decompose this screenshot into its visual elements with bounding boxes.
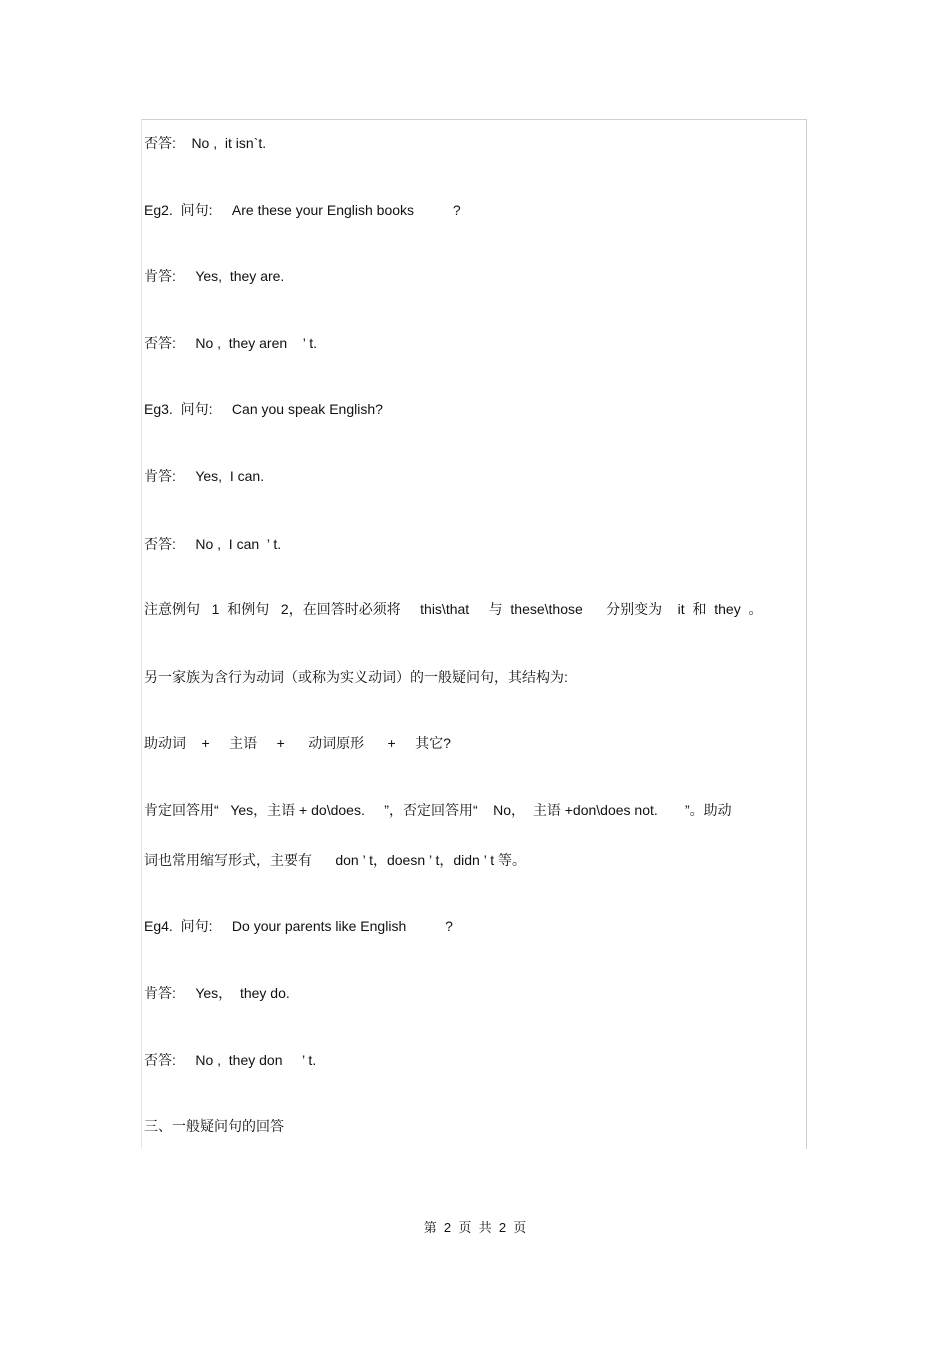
page-number-footer: 第 2 页 共 2 页 — [423, 1220, 527, 1235]
line-9-family-intro: 另一家族为含行为动词（或称为实义动词）的一般疑问句，其结构为: — [144, 669, 568, 685]
line-11-answer-rule: 肯定回答用“ Yes，主语 + do\does. ”，否定回答用“ No， 主语 +don\does not. ”。助动 — [144, 802, 732, 818]
line-1-negative-answer: 否答: No , it isn`t. — [144, 135, 267, 151]
line-14-positive-answer: 肯答: Yes， they do. — [144, 985, 290, 1001]
line-6-positive-answer: 肯答: Yes, I can. — [144, 468, 265, 484]
line-8-note: 注意例句 1 和例句 2，在回答时必须将 this\that 与 these\those 分别变为 it 和 they 。 — [144, 601, 763, 617]
line-10-structure-formula: 助动词 + 主语 + 动词原形 + 其它? — [144, 735, 451, 751]
line-4-negative-answer: 否答: No , they aren ’ t. — [144, 335, 317, 351]
line-7-negative-answer: 否答: No , I can ’ t. — [144, 536, 282, 552]
line-2-eg2-question: Eg2. 问句: Are these your English books ? — [144, 202, 461, 218]
line-12-contractions: 词也常用缩写形式，主要有 don ’ t，doesn ’ t，didn ’ t 等。 — [144, 852, 526, 868]
line-16-section-heading: 三、一般疑问句的回答 — [144, 1118, 284, 1134]
line-15-negative-answer: 否答: No , they don ’ t. — [144, 1052, 317, 1068]
line-5-eg3-question: Eg3. 问句: Can you speak English? — [144, 401, 383, 417]
content-frame-left-edge — [141, 119, 142, 1149]
line-13-eg4-question: Eg4. 问句: Do your parents like English ? — [144, 918, 453, 934]
line-3-positive-answer: 肯答: Yes, they are. — [144, 268, 285, 284]
